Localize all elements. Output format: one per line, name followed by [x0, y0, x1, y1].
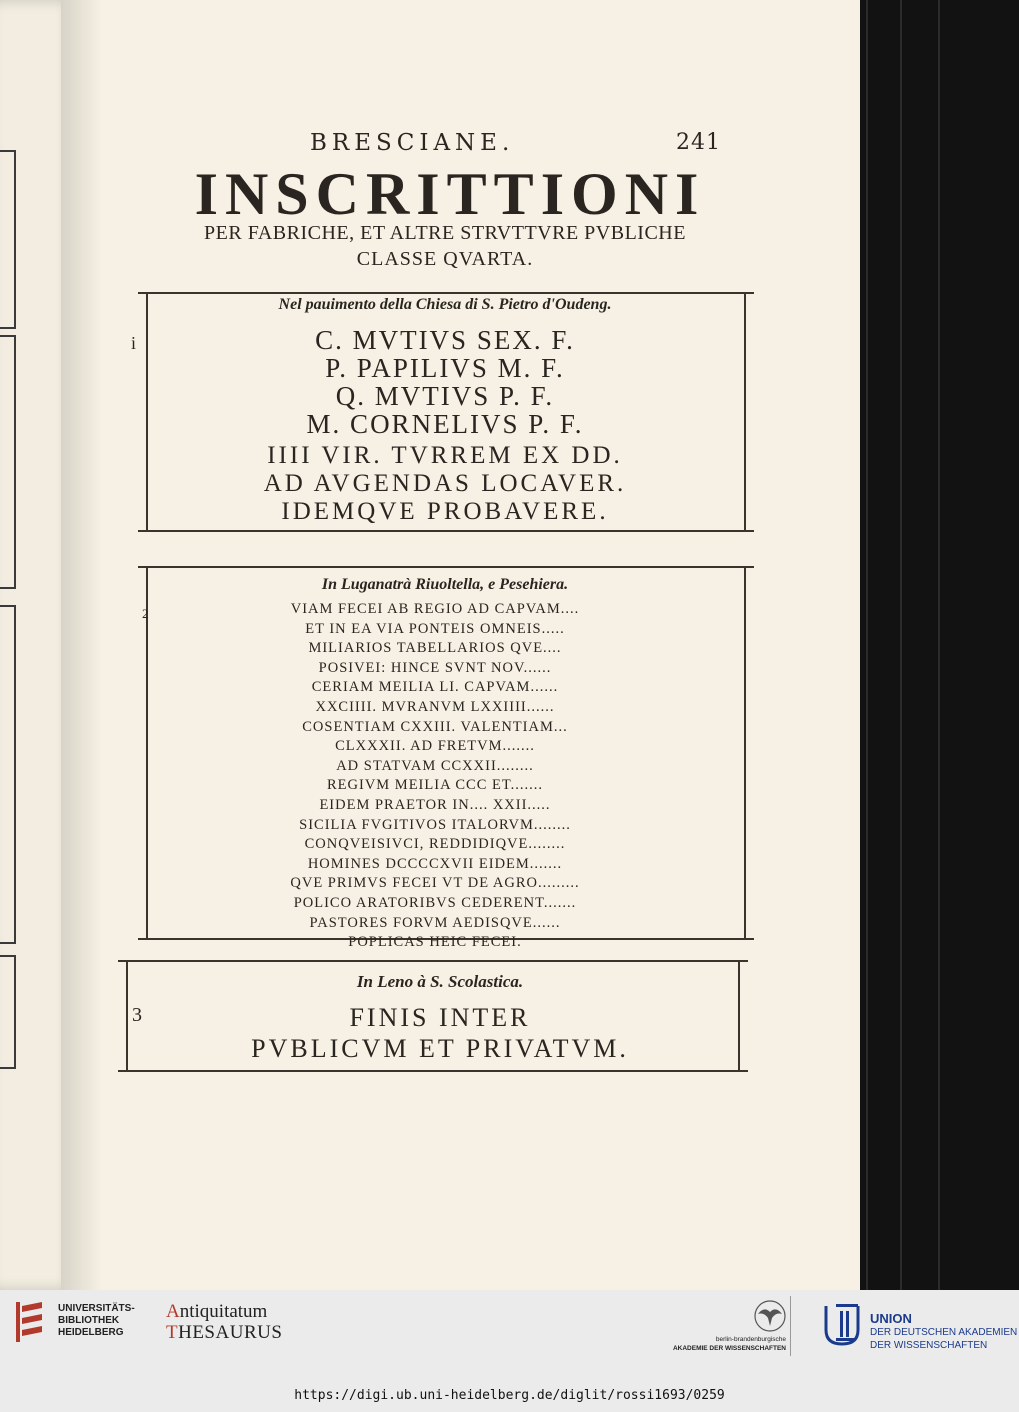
- previous-page-box-mark: [0, 335, 16, 589]
- inscription-3-line: PVBLICVM ET PRIVATVM.: [251, 1034, 629, 1063]
- union-subtitle: DER DEUTSCHEN AKADEMIEN DER WISSENSCHAFTEN: [870, 1327, 1018, 1351]
- inscription-2-line: QVE PRIMVS FECEI VT DE AGRO.........: [290, 875, 580, 892]
- bbaw-wordmark-line-1: berlin-brandenburgische: [715, 1336, 786, 1343]
- previous-page-box-mark: [0, 955, 16, 1069]
- inscription-2-line: POLICO ARATORIBVS CEDERENT.......: [293, 895, 577, 911]
- inscription-2-line: COSENTIAM CXXIII. VALENTIAM...: [302, 718, 568, 735]
- inscription-1-line: Q. MVTIVS P. F.: [335, 381, 555, 411]
- inscription-1-caption: Nel pauimento della Chiesa di S. Pietro d'Oudeng.: [278, 296, 612, 313]
- thesaurus-line-1[interactable]: Antiquitatum: [166, 1301, 268, 1322]
- ub-heidelberg-wordmark[interactable]: UNIVERSITÄTS- BIBLIOTHEK HEIDELBERG: [58, 1303, 135, 1338]
- inscription-3-margin-number: 3: [132, 1004, 142, 1026]
- inscription-2-line: AD STATVAM CCXXII........: [336, 757, 534, 774]
- page-title: INSCRITTIONI: [194, 161, 706, 227]
- inscription-2-line: PASTORES FORVM AEDISQVE......: [309, 914, 561, 931]
- previous-page-box-mark: [0, 605, 16, 944]
- class-label: CLASSE QVARTA.: [356, 248, 534, 270]
- inscription-1-line: AD AVGENDAS LOCAVER.: [263, 470, 627, 497]
- running-head: BRESCIANE.: [310, 130, 515, 156]
- inscription-2-margin-number: 2: [142, 606, 149, 621]
- bbaw-wordmark-line-2: AKADEMIE DER WISSENSCHAFTEN: [672, 1345, 786, 1352]
- source-url[interactable]: https://digi.ub.uni-heidelberg.de/diglit/rossi1693/0259: [294, 1388, 725, 1403]
- inscription-2-line: POPLICAS HEIC FECEI.: [348, 934, 522, 951]
- inscription-2-line: ET IN EA VIA PONTEIS OMNEIS.....: [305, 620, 565, 637]
- footer-divider: [790, 1296, 791, 1356]
- page-subtitle: PER FABRICHE, ET ALTRE STRVTTVRE PVBLICHE: [204, 222, 686, 244]
- inscription-1-line: M. CORNELIVS P. F.: [306, 409, 584, 439]
- book-edge: [860, 0, 1019, 1290]
- bbaw-eagle-icon[interactable]: [750, 1298, 790, 1334]
- inscription-1-line: P. PAPILIVS M. F.: [325, 353, 565, 383]
- thesaurus-line-2[interactable]: THESAURUS: [166, 1322, 283, 1343]
- ub-heidelberg-logo[interactable]: [12, 1300, 46, 1344]
- inscription-1-line: IDEMQVE PROBAVERE.: [281, 498, 609, 525]
- inscription-3-line: FINIS INTER: [349, 1003, 531, 1032]
- union-akademien-logo[interactable]: [822, 1300, 862, 1348]
- inscription-2-line: VIAM FECEI AB REGIO AD CAPVAM....: [290, 601, 580, 617]
- inscription-2-line: XXCIIII. MVRANVM LXXIIII......: [315, 699, 555, 715]
- inscription-2-line: EIDEM PRAETOR IN.... XXII.....: [319, 797, 551, 813]
- inscription-2-line: CERIAM MEILIA LI. CAPVAM......: [311, 679, 559, 696]
- page-number: 241: [676, 130, 721, 155]
- inscription-2-line: POSIVEI: HINCE SVNT NOV......: [318, 659, 552, 676]
- inscription-1-line: IIII VIR. TVRREM EX DD.: [267, 442, 623, 469]
- inscription-1-line: C. MVTIVS SEX. F.: [315, 325, 575, 355]
- inscription-1-margin-number: i: [131, 333, 137, 353]
- inscription-2-line: REGIVM MEILIA CCC ET.......: [326, 777, 544, 794]
- inscription-2-line: SICILIA FVGITIVOS ITALORVM........: [299, 816, 571, 833]
- inscription-2-line: HOMINES DCCCCXVII EIDEM.......: [307, 855, 563, 872]
- union-title: UNION: [870, 1311, 912, 1326]
- inscription-2-line: CLXXXII. AD FRETVM.......: [335, 738, 535, 755]
- previous-page-box-mark: [0, 150, 16, 329]
- inscription-2-line: MILIARIOS TABELLARIOS QVE....: [308, 640, 562, 657]
- inscription-2-caption: In Luganatrà Riuoltella, e Pesehiera.: [321, 576, 569, 593]
- inscription-2-line: CONQVEISIVCI, REDDIDIQVE........: [304, 836, 566, 853]
- inscription-3-caption: In Leno à S. Scolastica.: [356, 972, 524, 991]
